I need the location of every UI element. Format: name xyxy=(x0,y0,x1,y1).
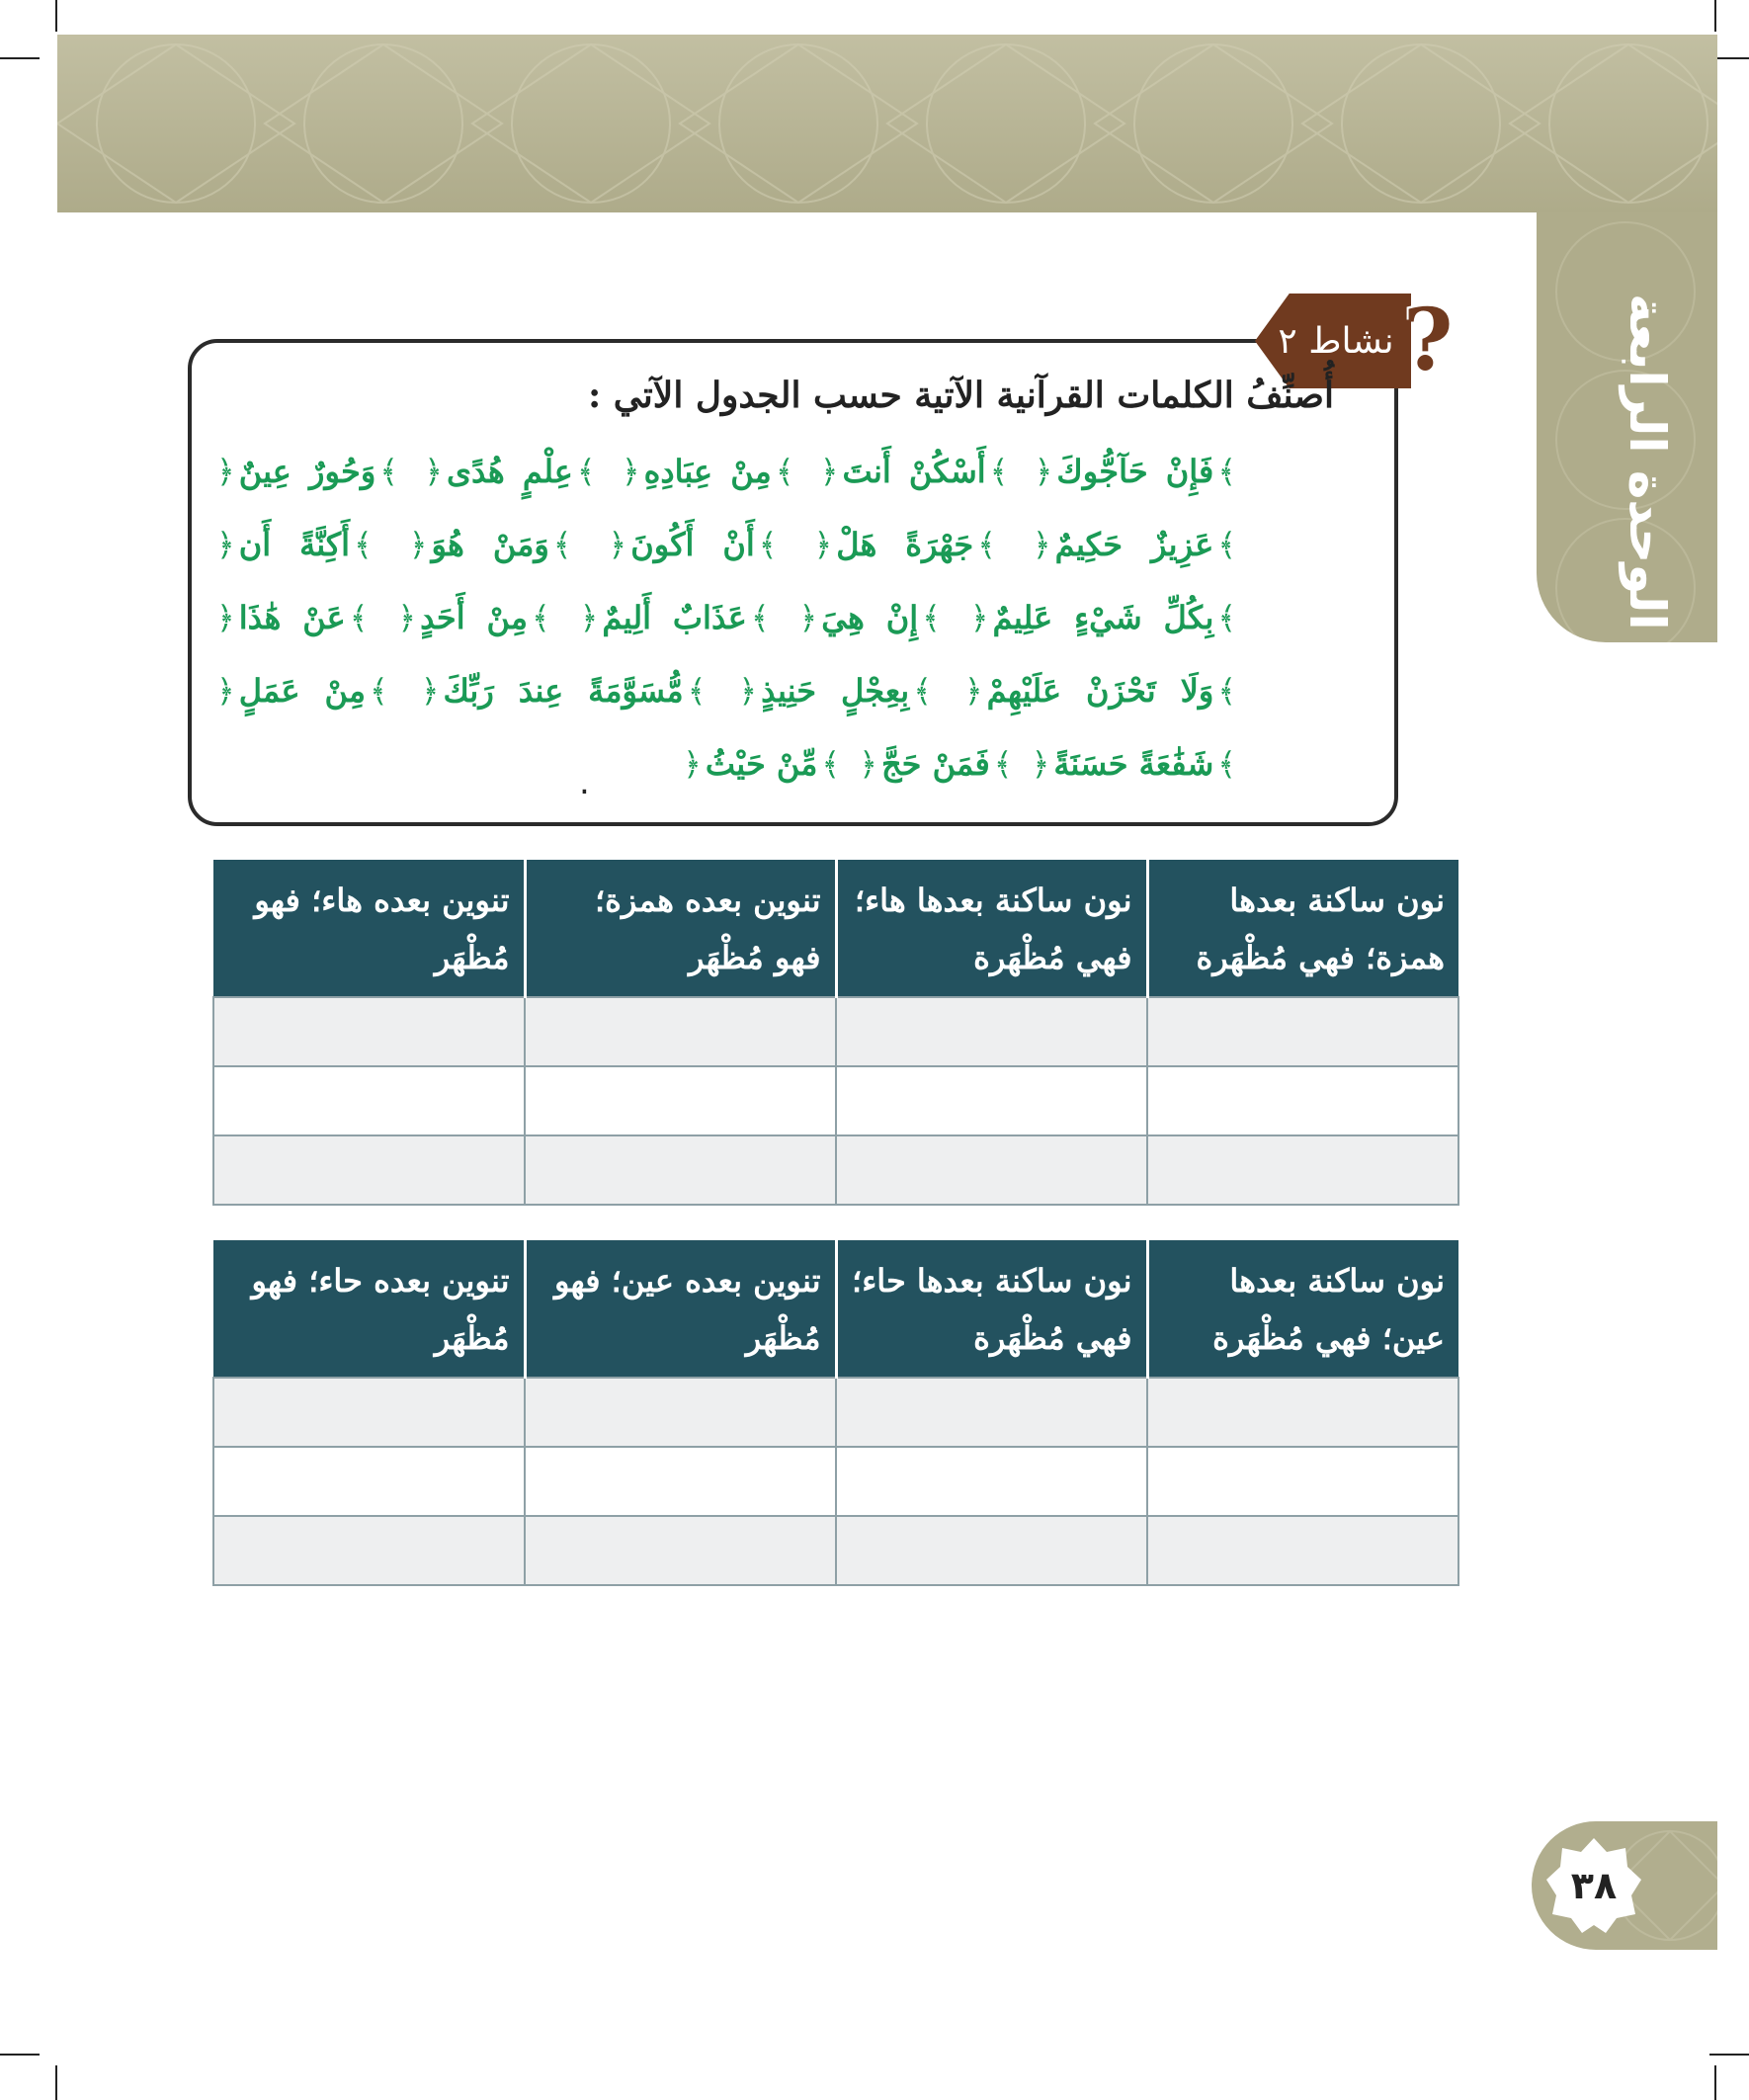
answer-cell[interactable] xyxy=(525,1066,836,1135)
verse-word: عَذَابٌ أَلِيمٌ xyxy=(602,599,747,636)
ornament-icon: ﴾ xyxy=(922,599,941,636)
ornament-icon: ﴿ xyxy=(216,526,235,563)
table-header-cell: تنوين بعده همزة؛ فهو مُظْهَر xyxy=(525,860,836,997)
verse-word: فَمَنْ حَجَّ xyxy=(881,745,990,783)
verse-word: وَلَا تَحْزَنْ عَلَيْهِمْ xyxy=(986,672,1214,710)
verse-word: وَمَنْ هُوَ xyxy=(431,526,549,563)
ornament-icon: ﴿ xyxy=(216,453,235,490)
verse-word: أَسْكُنْ أَنتَ xyxy=(842,453,986,490)
ornament-icon: ﴾ xyxy=(913,672,932,710)
ornament-icon: ﴾ xyxy=(687,672,707,710)
ornament-icon: ﴿ xyxy=(1032,526,1051,563)
answer-cell[interactable] xyxy=(1147,1516,1458,1585)
ornament-icon: ﴾ xyxy=(552,526,572,563)
ornament-icon: ﴾ xyxy=(576,453,596,490)
verse-row xyxy=(212,654,1240,727)
pattern-decoration xyxy=(57,35,1717,212)
verse-word: إِنْ هِيَ xyxy=(821,599,919,636)
answer-cell[interactable] xyxy=(525,1378,836,1447)
ornament-icon: ﴿ xyxy=(408,526,428,563)
table-row xyxy=(213,997,1458,1066)
answer-cell[interactable] xyxy=(525,1135,836,1205)
verse-word: شَفَٰعَةً حَسَنَةً xyxy=(1053,745,1214,783)
verse-word: مِّنْ حَيْثُ xyxy=(705,745,818,783)
table-row xyxy=(213,1378,1458,1447)
ornament-icon: ﴾ xyxy=(977,526,996,563)
ornament-icon: ﴿ xyxy=(424,453,443,490)
answer-cell[interactable] xyxy=(836,1135,1147,1205)
answer-cell[interactable] xyxy=(1147,997,1458,1066)
ornament-icon: ﴾ xyxy=(1217,599,1237,636)
table-row xyxy=(213,1135,1458,1205)
ornament-icon: ﴿ xyxy=(608,526,627,563)
header-band xyxy=(57,35,1717,212)
table-header-cell: نون ساكنة بعدها هاء؛ فهي مُظْهَرة xyxy=(836,860,1147,997)
verse-row xyxy=(212,727,1240,800)
page-number: ٣٨ xyxy=(1570,1864,1618,1907)
ornament-icon: ﴿ xyxy=(819,453,839,490)
crop-mark xyxy=(1714,0,1716,32)
verse-word: فَإِنْ حَآجُّوكَ xyxy=(1056,453,1214,490)
answer-cell[interactable] xyxy=(213,1378,525,1447)
answer-cell[interactable] xyxy=(213,997,525,1066)
ornament-icon: ﴿ xyxy=(683,745,702,783)
full-stop: . xyxy=(579,763,590,802)
ornament-icon: ﴿ xyxy=(420,672,440,710)
answer-cell[interactable] xyxy=(836,1516,1147,1585)
ornament-icon: ﴿ xyxy=(963,672,983,710)
verse-word: عِلْمٍ هُدًى xyxy=(446,453,573,490)
answer-cell[interactable] xyxy=(525,997,836,1066)
verse-word: جَهْرَةً هَلْ xyxy=(836,526,974,563)
answer-cell[interactable] xyxy=(1147,1066,1458,1135)
answer-cell[interactable] xyxy=(836,1066,1147,1135)
answer-cell[interactable] xyxy=(836,1447,1147,1516)
ornament-icon: ﴿ xyxy=(216,672,235,710)
question-mark-icon: ? xyxy=(1403,291,1454,390)
ornament-icon: ﴾ xyxy=(532,599,550,636)
ornament-icon: ﴾ xyxy=(379,453,399,490)
table-header-cell: نون ساكنة بعدها همزة؛ فهي مُظْهَرة xyxy=(1147,860,1458,997)
answer-cell[interactable] xyxy=(525,1516,836,1585)
crop-mark xyxy=(55,2065,57,2100)
ornament-icon: ﴾ xyxy=(750,599,770,636)
ornament-icon: ﴾ xyxy=(1217,453,1237,490)
ornament-icon: ﴿ xyxy=(216,599,235,636)
ornament-icon: ﴾ xyxy=(993,745,1013,783)
verse-word: أَنْ أَكُونَ xyxy=(630,526,755,563)
answer-cell[interactable] xyxy=(213,1447,525,1516)
ornament-icon: ﴿ xyxy=(798,599,818,636)
table-row xyxy=(213,1516,1458,1585)
ornament-icon: ﴾ xyxy=(370,672,388,710)
crop-mark xyxy=(55,0,57,32)
table-header-cell: نون ساكنة بعدها حاء؛ فهي مُظْهَرة xyxy=(836,1240,1147,1378)
answer-cell[interactable] xyxy=(213,1066,525,1135)
answer-cell[interactable] xyxy=(525,1447,836,1516)
verse-row xyxy=(212,508,1240,581)
ornament-icon: ﴿ xyxy=(1031,745,1050,783)
ornament-icon: ﴾ xyxy=(354,526,373,563)
verse-row xyxy=(212,581,1240,654)
ornament-icon: ﴾ xyxy=(349,599,369,636)
ornament-icon: ﴿ xyxy=(859,745,877,783)
ornament-icon: ﴿ xyxy=(579,599,599,636)
verse-word: مِنْ أَحَدٍ xyxy=(420,599,528,636)
ornament-icon: ﴾ xyxy=(1217,672,1237,710)
classification-table-2 xyxy=(212,1240,1459,1586)
table-header-cell: نون ساكنة بعدها عين؛ فهي مُظْهَرة xyxy=(1147,1240,1458,1378)
ornament-icon: ﴿ xyxy=(738,672,758,710)
ornament-icon: ﴾ xyxy=(989,453,1009,490)
ornament-icon: ﴿ xyxy=(397,599,417,636)
activity-label: نشاط ٢ xyxy=(1278,321,1394,362)
table-header-cell: تنوين بعده عين؛ فهو مُظْهَر xyxy=(525,1240,836,1378)
answer-cell[interactable] xyxy=(213,1135,525,1205)
activity-instruction: أُصنِّفُ الكلمات القرآنية الآتية حسب الجدول الآتي : xyxy=(587,375,1334,416)
ornament-icon: ﴾ xyxy=(821,745,841,783)
verse-word: أَكِنَّةً أَن xyxy=(238,526,351,563)
crop-mark xyxy=(0,2054,40,2056)
classification-table-1 xyxy=(212,860,1459,1206)
ornament-icon: ﴾ xyxy=(775,453,794,490)
crop-mark xyxy=(1714,2065,1716,2100)
answer-cell[interactable] xyxy=(1147,1135,1458,1205)
unit-title: الوحدة الرابعة xyxy=(1619,294,1676,630)
verse-word: عَنْ هَٰذَا xyxy=(238,599,346,636)
ornament-icon: ﴿ xyxy=(1034,453,1053,490)
verse-word: عَزِيزٌ حَكِيمٌ xyxy=(1054,526,1214,563)
table-header-cell: تنوين بعده حاء؛ فهو مُظْهَر xyxy=(213,1240,525,1378)
verse-row xyxy=(212,435,1240,508)
answer-cell[interactable] xyxy=(1147,1447,1458,1516)
verse-word: مُّسَوَّمَةً عِندَ رَبِّكَ xyxy=(443,672,684,710)
crop-mark xyxy=(1709,2054,1749,2056)
verse-word: مِنْ عَمَلٍ xyxy=(238,672,367,710)
table-row xyxy=(213,1066,1458,1135)
crop-mark xyxy=(0,57,40,59)
ornament-icon: ﴾ xyxy=(1217,745,1236,783)
ornament-icon: ﴿ xyxy=(969,599,989,636)
table-row xyxy=(213,1447,1458,1516)
answer-cell[interactable] xyxy=(1147,1378,1458,1447)
page-number-badge xyxy=(1544,1836,1643,1935)
ornament-icon: ﴾ xyxy=(1217,526,1237,563)
verse-word: بِعِجْلٍ حَنِيذٍ xyxy=(761,672,910,710)
verse-word: وَحُورٌ عِينٌ xyxy=(238,453,376,490)
answer-cell[interactable] xyxy=(836,1378,1147,1447)
verse-list xyxy=(212,435,1240,800)
answer-cell[interactable] xyxy=(836,997,1147,1066)
ornament-icon: ﴿ xyxy=(813,526,833,563)
ornament-icon: ﴾ xyxy=(758,526,778,563)
verse-word: بِكُلِّ شَيْءٍ عَلِيمٌ xyxy=(992,599,1214,636)
table-header-cell: تنوين بعده هاء؛ فهو مُظْهَر xyxy=(213,860,525,997)
answer-cell[interactable] xyxy=(213,1516,525,1585)
table-header-row xyxy=(213,1240,1458,1378)
table-header-row xyxy=(213,860,1458,997)
ornament-icon: ﴿ xyxy=(621,453,640,490)
verse-word: مِنْ عِبَادِهِ xyxy=(643,453,772,490)
